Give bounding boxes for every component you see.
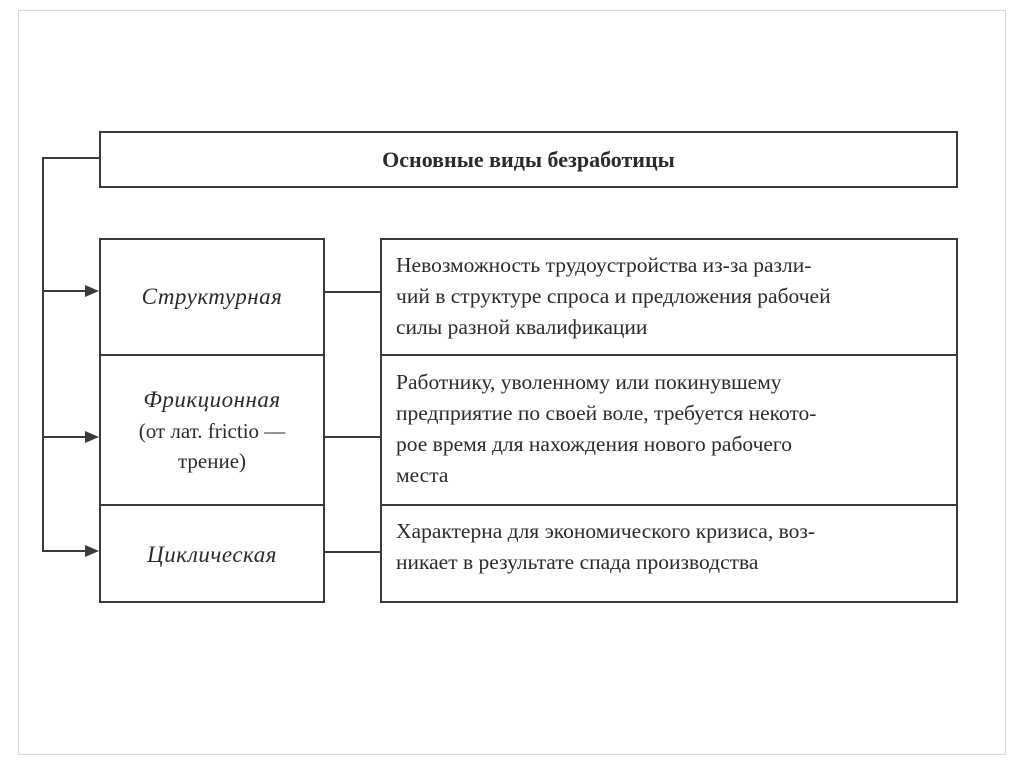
description-line: предприятие по своей воле, требуется некото- (396, 401, 817, 425)
row-divider (382, 354, 956, 356)
description-line: рое время для нахождения нового рабочего (396, 432, 792, 456)
diagram-title-box (99, 131, 958, 188)
arrow-head-icon (85, 285, 99, 297)
description-line: места (396, 463, 449, 487)
type-name: Структурная (141, 284, 283, 309)
type-name: Циклическая (147, 541, 277, 567)
type-note-line: трение) (177, 449, 247, 473)
description-line: Характерна для экономического кризиса, воз- (396, 519, 816, 543)
type-cell-structural (101, 240, 323, 354)
link-frictional (325, 436, 380, 438)
description-line: чий в структуре спроса и предложения рабочей (396, 284, 831, 308)
connector-branch-frictional (42, 436, 86, 438)
connector-trunk (42, 157, 44, 552)
description-structural (396, 250, 944, 343)
type-cell-cyclical (101, 506, 323, 603)
type-name: Фрикционная (143, 387, 281, 412)
connector-header-link (42, 157, 99, 159)
description-line: Работнику, уволенному или покинувшему (396, 370, 782, 394)
row-divider (382, 504, 956, 506)
description-line: Невозможность трудоустройства из-за разли- (396, 253, 812, 277)
arrow-head-icon (85, 545, 99, 557)
connector-branch-cyclical (42, 550, 86, 552)
connector-branch-structural (42, 290, 86, 292)
link-cyclical (325, 551, 380, 553)
type-note-line: (от лат. frictio — (138, 419, 286, 443)
descriptions-column (380, 238, 958, 603)
types-column (99, 238, 325, 603)
arrow-head-icon (85, 431, 99, 443)
description-frictional (396, 367, 944, 491)
link-structural (325, 291, 380, 293)
type-cell-frictional (101, 356, 323, 504)
description-line: силы разной квалификации (396, 315, 648, 339)
description-line: никает в результате спада производства (396, 550, 759, 574)
description-cyclical (396, 516, 944, 578)
diagram-title: Основные виды безработицы (382, 146, 675, 172)
